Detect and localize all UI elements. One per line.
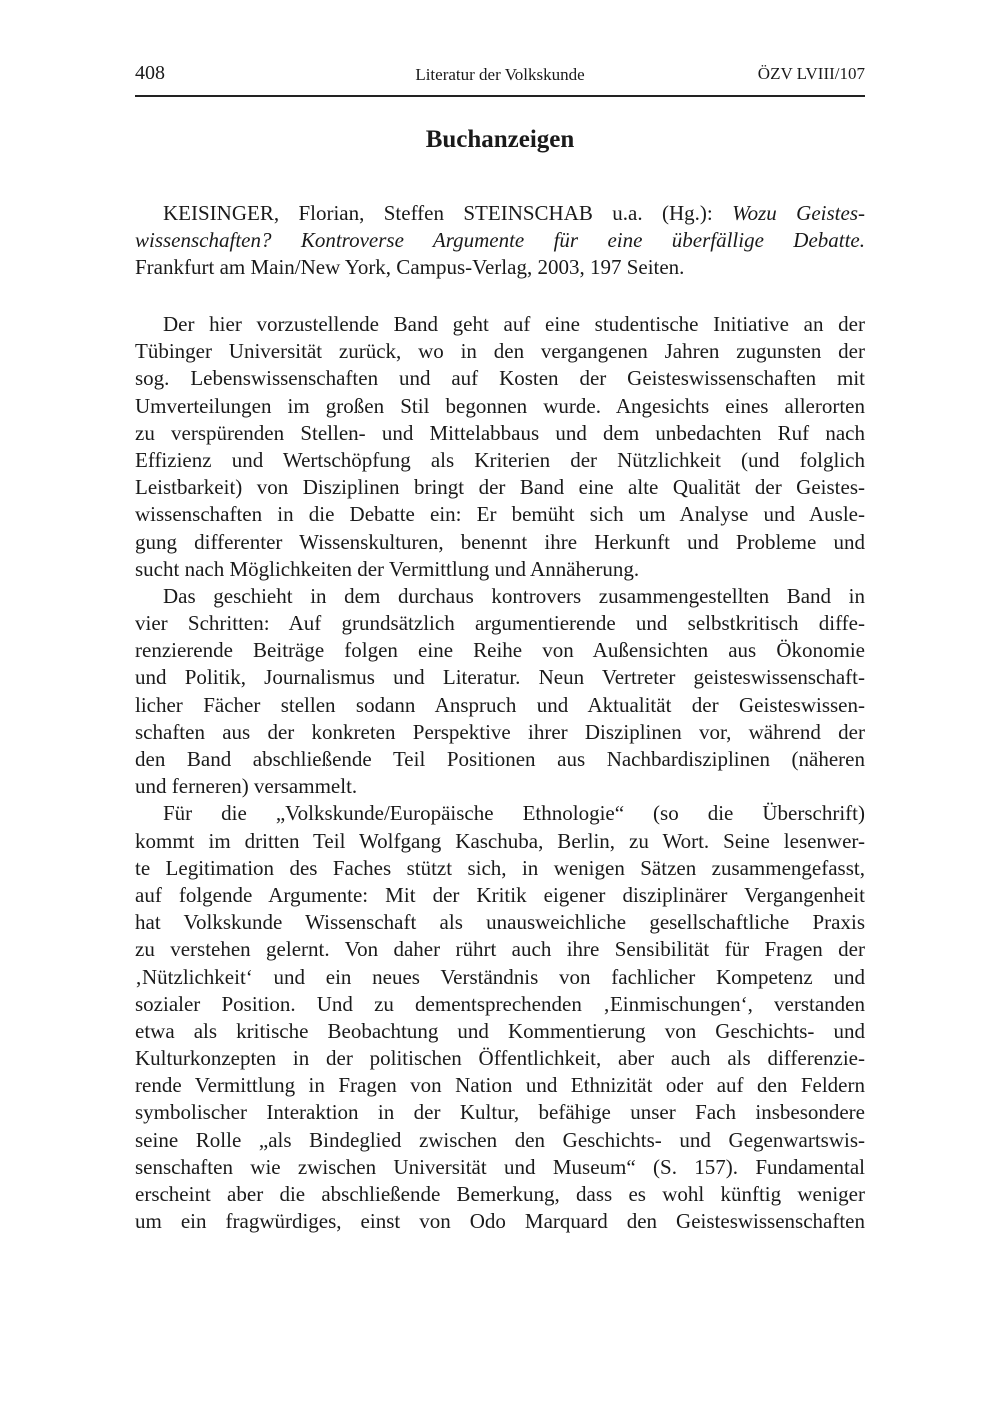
text-line: Für die „Volkskunde/Europäische Ethnologie“ (so die Überschrift): [163, 801, 865, 826]
text-line: hat Volkskunde Wissenschaft als unausweichliche gesellschaftliche Praxis: [135, 910, 865, 935]
book-citation: [135, 200, 865, 282]
citation-line: [135, 200, 865, 227]
journal-issue: ÖZV LVIII/107: [757, 64, 865, 83]
text-line: sog. Lebenswissenschaften und auf Kosten der Geisteswissenschaften mit: [135, 366, 865, 391]
text-line: Kulturkonzepten in der politischen Öffentlichkeit, aber auch als differenzie-: [135, 1046, 865, 1071]
text-line: Tübinger Universität zurück, wo in den vergangenen Jahren zugunsten der: [135, 339, 865, 364]
text-line: seine Rolle „als Bindeglied zwischen den Geschichts- und Gegenwartswis-: [135, 1127, 865, 1152]
text-line: sozialer Position. Und zu dementsprechenden ‚Einmischungen‘, verstanden: [135, 991, 865, 1016]
text-line: den Band abschließende Teil Positionen aus Nachbardisziplinen (näheren: [135, 747, 865, 771]
text-line: sucht nach Möglichkeiten der Vermittlung und Annäherung.: [135, 556, 640, 581]
text-line: symbolischer Interaktion in der Kultur, befähige unser Fach insbesondere: [135, 1100, 865, 1125]
text-line: te Legitimation des Faches stützt sich, in wenigen Sätzen zusammengefasst,: [135, 855, 865, 880]
running-header: [135, 62, 865, 88]
text-line: und ferneren) versammelt.: [135, 774, 358, 799]
text-line: Umverteilungen im großen Stil begonnen wurde. Angesichts eines allerorten: [135, 393, 865, 418]
running-title: Literatur der Volkskunde: [415, 65, 585, 84]
text-line: erscheint aber die abschließende Bemerkung, dass es wohl künftig weniger: [135, 1182, 865, 1206]
text-line: kommt im dritten Teil Wolfgang Kaschuba, Berlin, zu Wort. Seine lesenwer-: [135, 828, 865, 853]
text-line: vier Schritten: Auf grundsätzlich argumentierende und selbstkritisch diffe-: [135, 611, 865, 636]
text-line: gung differenter Wissenskulturen, benennt ihre Herkunft und Probleme und: [135, 529, 865, 554]
text-line: auf folgende Argumente: Mit der Kritik eigener disziplinärer Vergangenheit: [135, 882, 865, 907]
text-line: Effizienz und Wertschöpfung als Kriterien der Nützlichkeit (und folglich: [135, 447, 865, 472]
text-line: Der hier vorzustellende Band geht auf eine studentische Initiative an der: [163, 312, 865, 336]
text-line: senschaften wie zwischen Universität und Museum“ (S. 157). Fundamental: [135, 1154, 865, 1179]
paragraph: [135, 800, 865, 1235]
text-line: um ein fragwürdiges, einst von Odo Marquard den Geisteswissenschaften: [135, 1209, 865, 1234]
citation-publisher: Frankfurt am Main/New York, Campus-Verlag, 2003, 197 Seiten.: [135, 255, 685, 280]
review-text: [135, 311, 865, 1235]
text-line: licher Fächer stellen sodann Anspruch und Aktualität der Geisteswissen-: [135, 692, 865, 717]
text-line: etwa als kritische Beobachtung und Kommentierung von Geschichts- und: [135, 1018, 865, 1043]
text-line: renzierende Beiträge folgen eine Reihe von Außensichten aus Ökonomie: [135, 638, 865, 663]
text-line: zu verstehen gelernt. Von daher rührt auch ihre Sensibilität für Fragen der: [135, 937, 865, 962]
text-line: Das geschieht in dem durchaus kontrovers zusammengestellten Band in: [163, 583, 865, 608]
page-number: 408: [135, 62, 165, 84]
text-line: Leistbarkeit) von Disziplinen bringt der Band eine alte Qualität der Geistes-: [135, 475, 865, 500]
text-line: rende Vermittlung in Fragen von Nation und Ethnizität oder auf den Feldern: [135, 1073, 865, 1098]
text-line: zu verspürenden Stellen- und Mittelabbaus und dem unbedachten Ruf nach: [135, 420, 865, 445]
section-title: Buchanzeigen: [425, 126, 575, 153]
text-line: wissenschaften in die Debatte ein: Er bemüht sich um Analyse und Ausle-: [135, 502, 865, 527]
text-line: und Politik, Journalismus und Literatur. Neun Vertreter geisteswissenschaft-: [135, 665, 865, 690]
text-line: schaften aus der konkreten Perspektive ihrer Disziplinen vor, während der: [135, 719, 865, 744]
header-rule: [135, 95, 865, 97]
citation-authors: KEISINGER, Florian, Steffen STEINSCHAB u.a. (Hg.):: [163, 201, 733, 225]
citation-title: wissenschaften? Kontroverse Argumente für eine überfällige Debatte.: [135, 228, 865, 253]
citation-title-start: Wozu Geistes-: [732, 201, 865, 225]
paragraph: [135, 311, 865, 583]
text-line: ‚Nützlichkeit‘ und ein neues Verständnis von fachlicher Kompetenz und: [135, 964, 865, 989]
paragraph: [135, 583, 865, 801]
